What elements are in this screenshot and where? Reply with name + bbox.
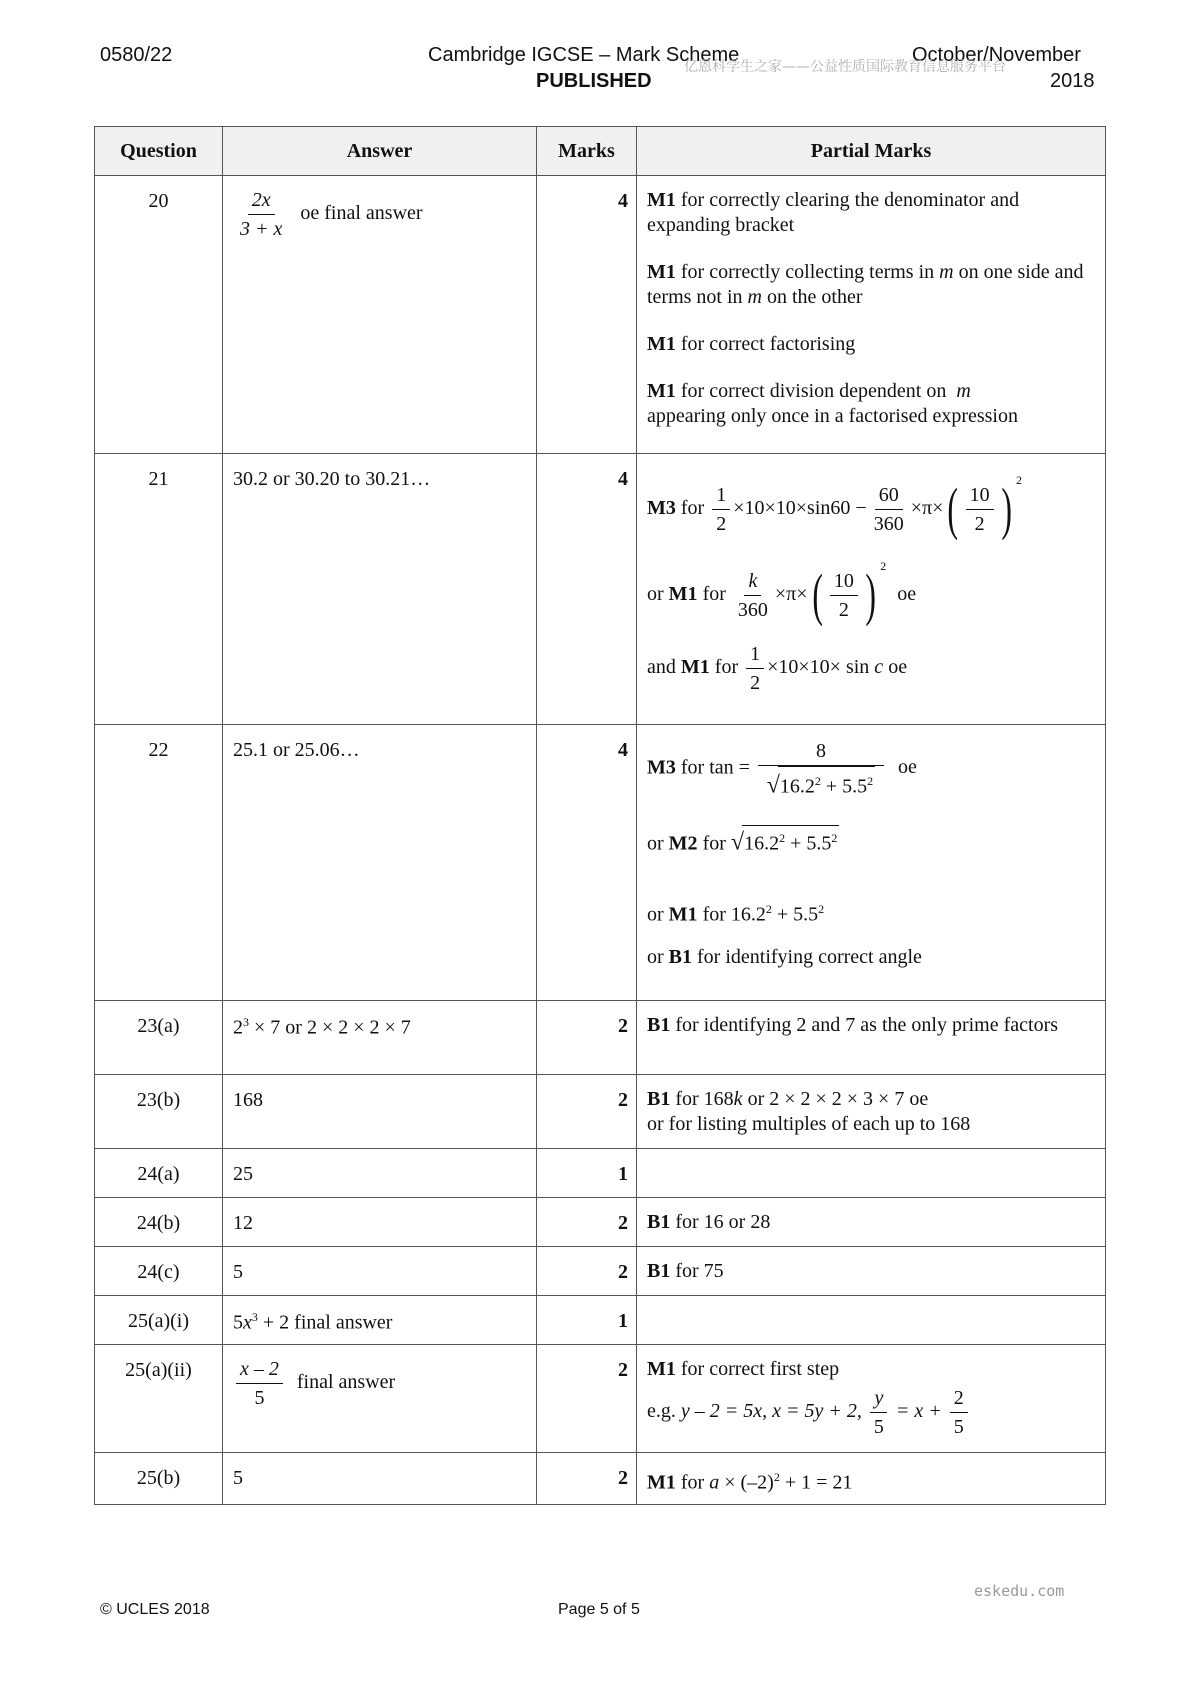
fraction-denominator: 2 <box>838 598 849 621</box>
marks-cell: 1 <box>537 1149 637 1198</box>
fraction <box>950 1384 968 1441</box>
fraction-numerator: k <box>744 567 761 596</box>
partial-mark-item <box>647 1357 1097 1382</box>
partial-mark-item <box>647 554 1097 640</box>
answer-text: + 2 final answer <box>257 1311 393 1334</box>
mark-code: M1 <box>647 1358 676 1380</box>
partial-marks-cell <box>637 725 1106 1001</box>
mark-code: M1 <box>668 583 698 605</box>
mark-text: or 2 × 2 × 2 × 3 × 7 oe <box>742 1088 929 1110</box>
fraction-numerator: 2x <box>248 186 275 215</box>
table-row <box>95 1075 1106 1149</box>
fraction-numerator: 10 <box>966 481 994 510</box>
fraction-numerator: 60 <box>875 481 903 510</box>
fraction <box>830 567 858 624</box>
marks-cell: 2 <box>537 1001 637 1075</box>
question-number: 25(a)(ii) <box>95 1345 223 1453</box>
partial-marks-cell <box>637 1075 1106 1149</box>
radicand: $16.2^2 + 5.5^2$ <box>742 825 839 857</box>
mark-code: M2 <box>668 832 698 855</box>
header-marks: Marks <box>537 127 637 176</box>
table-row <box>95 1149 1106 1198</box>
mark-text: for correct first step <box>680 1358 840 1380</box>
mark-lead: and <box>647 656 676 679</box>
marks-cell: 2 <box>537 1345 637 1453</box>
website-watermark: eskedu.com <box>974 1582 1065 1600</box>
mark-code: B1 <box>647 1260 671 1282</box>
fraction <box>712 481 730 538</box>
fraction <box>870 1384 888 1441</box>
answer-text: × 7 or 2 × 2 × 2 × 7 <box>249 1016 411 1039</box>
partial-mark-item <box>647 945 1097 970</box>
question-number: 21 <box>95 454 223 725</box>
mark-text: for correct factorising <box>680 333 856 355</box>
expression: + 5.5 <box>771 903 819 926</box>
fraction <box>758 737 884 801</box>
fraction-numerator: 10 <box>830 567 858 596</box>
mark-code: M1 <box>680 656 710 679</box>
exponent: 2 <box>773 1470 780 1484</box>
header-question: Question <box>95 127 223 176</box>
answer-cell: 168 <box>223 1075 537 1149</box>
expression: = x + <box>895 1400 942 1423</box>
answer-base: 2 <box>233 1016 243 1039</box>
answer-text: oe final answer <box>300 202 423 225</box>
mark-text: for <box>680 1471 705 1494</box>
partial-mark-item <box>647 468 1097 554</box>
fraction-denominator: 3 + x <box>240 218 283 240</box>
bracketed-fraction <box>808 562 881 628</box>
marks-cell: 2 <box>537 1075 637 1149</box>
answer-cell: 25.1 or 25.06… <box>223 725 537 1001</box>
mark-code: M1 <box>668 903 698 926</box>
partial-mark-item <box>647 188 1097 238</box>
answer-cell <box>223 176 537 454</box>
variable: a <box>709 1471 720 1494</box>
expression: ×π× <box>910 497 944 519</box>
partial-mark-item <box>647 825 1097 897</box>
radicand: $16.2^2 + 5.5^2$ <box>778 766 875 801</box>
mark-code: M1 <box>647 261 676 283</box>
table-row <box>95 176 1106 454</box>
question-number: 24(c) <box>95 1247 223 1296</box>
expression: ×10×10×sin60 − <box>733 497 867 519</box>
mark-code: B1 <box>647 1088 671 1110</box>
fraction-denominator: 360 <box>737 598 768 621</box>
fraction-numerator: 1 <box>712 481 730 510</box>
answer-fraction <box>236 186 286 243</box>
partial-mark-item <box>647 640 1097 697</box>
mark-text: for correctly clearing the denominator and expanding bracket <box>647 189 1020 236</box>
mark-text: for correct division dependent on <box>680 380 947 402</box>
mark-code: M1 <box>647 333 676 355</box>
partial-marks-cell <box>637 1296 1106 1345</box>
answer-cell: 12 <box>223 1198 537 1247</box>
fraction-denominator: 2 <box>716 512 727 535</box>
partial-marks-cell <box>637 1001 1106 1075</box>
square-root-icon: √ <box>766 772 780 799</box>
exponent: 2 <box>1016 473 1022 487</box>
mark-code: B1 <box>647 1211 671 1233</box>
exponent: 2 <box>818 902 825 916</box>
answer-fraction <box>236 1355 283 1412</box>
variable: m <box>956 380 971 402</box>
fraction-denominator <box>763 766 879 801</box>
partial-marks-cell <box>637 1345 1106 1453</box>
fraction-denominator: 2 <box>974 512 985 535</box>
answer-text: final answer <box>296 1371 396 1394</box>
question-number: 24(a) <box>95 1149 223 1198</box>
mark-code: B1 <box>668 946 693 968</box>
mark-lead: or <box>647 832 664 855</box>
partial-mark-item <box>647 897 1097 945</box>
question-number: 23(a) <box>95 1001 223 1075</box>
left-paren-icon: ( <box>947 476 959 542</box>
square-root-icon: √ <box>730 829 745 856</box>
mark-code: M1 <box>647 189 676 211</box>
paper-code: 0580/22 <box>100 44 173 66</box>
mark-code: M1 <box>647 380 676 402</box>
question-number: 23(b) <box>95 1075 223 1149</box>
partial-mark-item <box>647 332 1097 357</box>
mark-text: e.g. <box>647 1400 681 1423</box>
answer-cell: 30.2 or 30.20 to 30.21… <box>223 454 537 725</box>
mark-code: B1 <box>647 1014 671 1036</box>
mark-text: for 75 <box>675 1260 724 1282</box>
marks-cell: 2 <box>537 1198 637 1247</box>
marks-cell: 1 <box>537 1296 637 1345</box>
mark-code: M3 <box>647 756 676 779</box>
left-paren-icon: ( <box>811 562 823 628</box>
published-label: PUBLISHED <box>536 70 652 92</box>
mark-lead: or <box>647 946 664 968</box>
partial-mark-item <box>647 379 1097 429</box>
fraction-denominator: 5 <box>254 1387 265 1409</box>
fraction-numerator: 8 <box>758 737 884 766</box>
fraction-numerator: 2 <box>950 1384 968 1413</box>
document-title: Cambridge IGCSE – Mark Scheme <box>428 44 740 66</box>
partial-marks-cell <box>637 454 1106 725</box>
mark-text: for correctly collecting terms in <box>680 261 935 283</box>
mark-text: for 16.2 <box>702 903 766 926</box>
mark-text: + 1 = 21 <box>779 1471 853 1494</box>
mark-suffix: oe <box>897 756 917 779</box>
mark-text: for identifying correct angle <box>697 946 922 968</box>
answer-cell <box>223 1345 537 1453</box>
partial-marks-cell <box>637 176 1106 454</box>
table-row <box>95 1247 1106 1296</box>
mark-text: on one side and terms not in <box>647 261 1084 308</box>
mark-text: or for listing multiples of each up to 168 <box>647 1113 971 1135</box>
mark-text: for <box>680 497 705 519</box>
exponent: 2 <box>765 902 772 916</box>
table-row <box>95 1296 1106 1345</box>
header-answer: Answer <box>223 127 537 176</box>
table-row <box>95 1453 1106 1505</box>
partial-mark-item <box>647 737 1097 825</box>
expression: y – 2 = 5x, x = 5y + 2, <box>680 1400 862 1423</box>
mark-suffix: oe <box>888 656 908 679</box>
fraction-denominator: 360 <box>873 512 904 535</box>
marks-cell: 4 <box>537 176 637 454</box>
fraction <box>870 481 908 538</box>
partial-mark-item <box>647 260 1097 310</box>
partial-marks-cell <box>637 1198 1106 1247</box>
bracketed-fraction <box>943 476 1016 542</box>
variable: c <box>874 656 884 679</box>
exponent: 3 <box>251 1310 258 1324</box>
header-partial-marks: Partial Marks <box>637 127 1106 176</box>
right-paren-icon: ) <box>1001 476 1012 542</box>
table-row <box>95 1345 1106 1453</box>
variable: k <box>733 1088 743 1110</box>
question-number: 20 <box>95 176 223 454</box>
answer-cell: 5 <box>223 1247 537 1296</box>
copyright-notice: © UCLES 2018 <box>100 1601 210 1618</box>
mark-code: M3 <box>647 497 676 519</box>
fraction <box>746 640 764 697</box>
marks-cell: 2 <box>537 1453 637 1505</box>
partial-marks-cell <box>637 1149 1106 1198</box>
table-header-row <box>95 127 1106 176</box>
mark-text: for <box>702 832 726 855</box>
watermark-text: 亿恩科学生之家——公益性质国际教育信息服务平台 <box>684 59 1006 75</box>
page-number: Page 5 of 5 <box>558 1601 640 1618</box>
mark-scheme-table <box>94 126 1106 1505</box>
question-number: 22 <box>95 725 223 1001</box>
mark-suffix: oe <box>897 583 917 605</box>
fraction-denominator: 5 <box>873 1416 884 1438</box>
fraction-numerator: 1 <box>746 640 764 669</box>
right-paren-icon: ) <box>865 562 876 628</box>
mark-lead: or <box>647 583 664 605</box>
question-number: 25(a)(i) <box>95 1296 223 1345</box>
variable: m <box>939 261 954 283</box>
table-row <box>95 454 1106 725</box>
exam-series: October/November <box>912 44 1081 66</box>
fraction-denominator: 5 <box>953 1416 964 1438</box>
mark-text: for identifying 2 and 7 as the only prime factors <box>675 1014 1059 1036</box>
expression: ×π× <box>774 583 808 605</box>
answer-coefficient: 5 <box>233 1311 243 1334</box>
mark-text: on the other <box>767 286 863 308</box>
expression: ×10×10× sin <box>767 656 870 679</box>
mark-text: × (–2) <box>719 1471 774 1494</box>
mark-text: for <box>714 656 739 679</box>
partial-marks-cell <box>637 1247 1106 1296</box>
mark-text: for 168 <box>675 1088 734 1110</box>
marks-cell: 2 <box>537 1247 637 1296</box>
mark-text: appearing only once in a factorised expression <box>647 405 1018 427</box>
partial-marks-cell <box>637 1453 1106 1505</box>
variable: x <box>243 1311 252 1334</box>
mark-text: for tan = <box>680 756 750 779</box>
table-row <box>95 1198 1106 1247</box>
answer-cell: 5 <box>223 1453 537 1505</box>
fraction-numerator: x – 2 <box>236 1355 283 1384</box>
fraction <box>734 567 772 624</box>
mark-lead: or <box>647 903 664 926</box>
answer-cell: 25 <box>223 1149 537 1198</box>
mark-text: for 16 or 28 <box>675 1211 771 1233</box>
marks-cell: 4 <box>537 454 637 725</box>
answer-cell <box>223 1001 537 1075</box>
exam-year: 2018 <box>1050 70 1095 92</box>
partial-mark-item <box>647 1384 1097 1441</box>
fraction-numerator: y <box>870 1384 887 1413</box>
marks-cell: 4 <box>537 725 637 1001</box>
table-row <box>95 725 1106 1001</box>
question-number: 25(b) <box>95 1453 223 1505</box>
fraction-denominator: 2 <box>750 672 761 694</box>
question-number: 24(b) <box>95 1198 223 1247</box>
variable: m <box>747 286 762 308</box>
table-row <box>95 1001 1106 1075</box>
exponent: 3 <box>243 1015 249 1029</box>
fraction <box>966 481 994 538</box>
exponent: 2 <box>880 559 887 573</box>
answer-cell <box>223 1296 537 1345</box>
mark-text: for <box>702 583 726 605</box>
mark-code: M1 <box>647 1471 676 1494</box>
